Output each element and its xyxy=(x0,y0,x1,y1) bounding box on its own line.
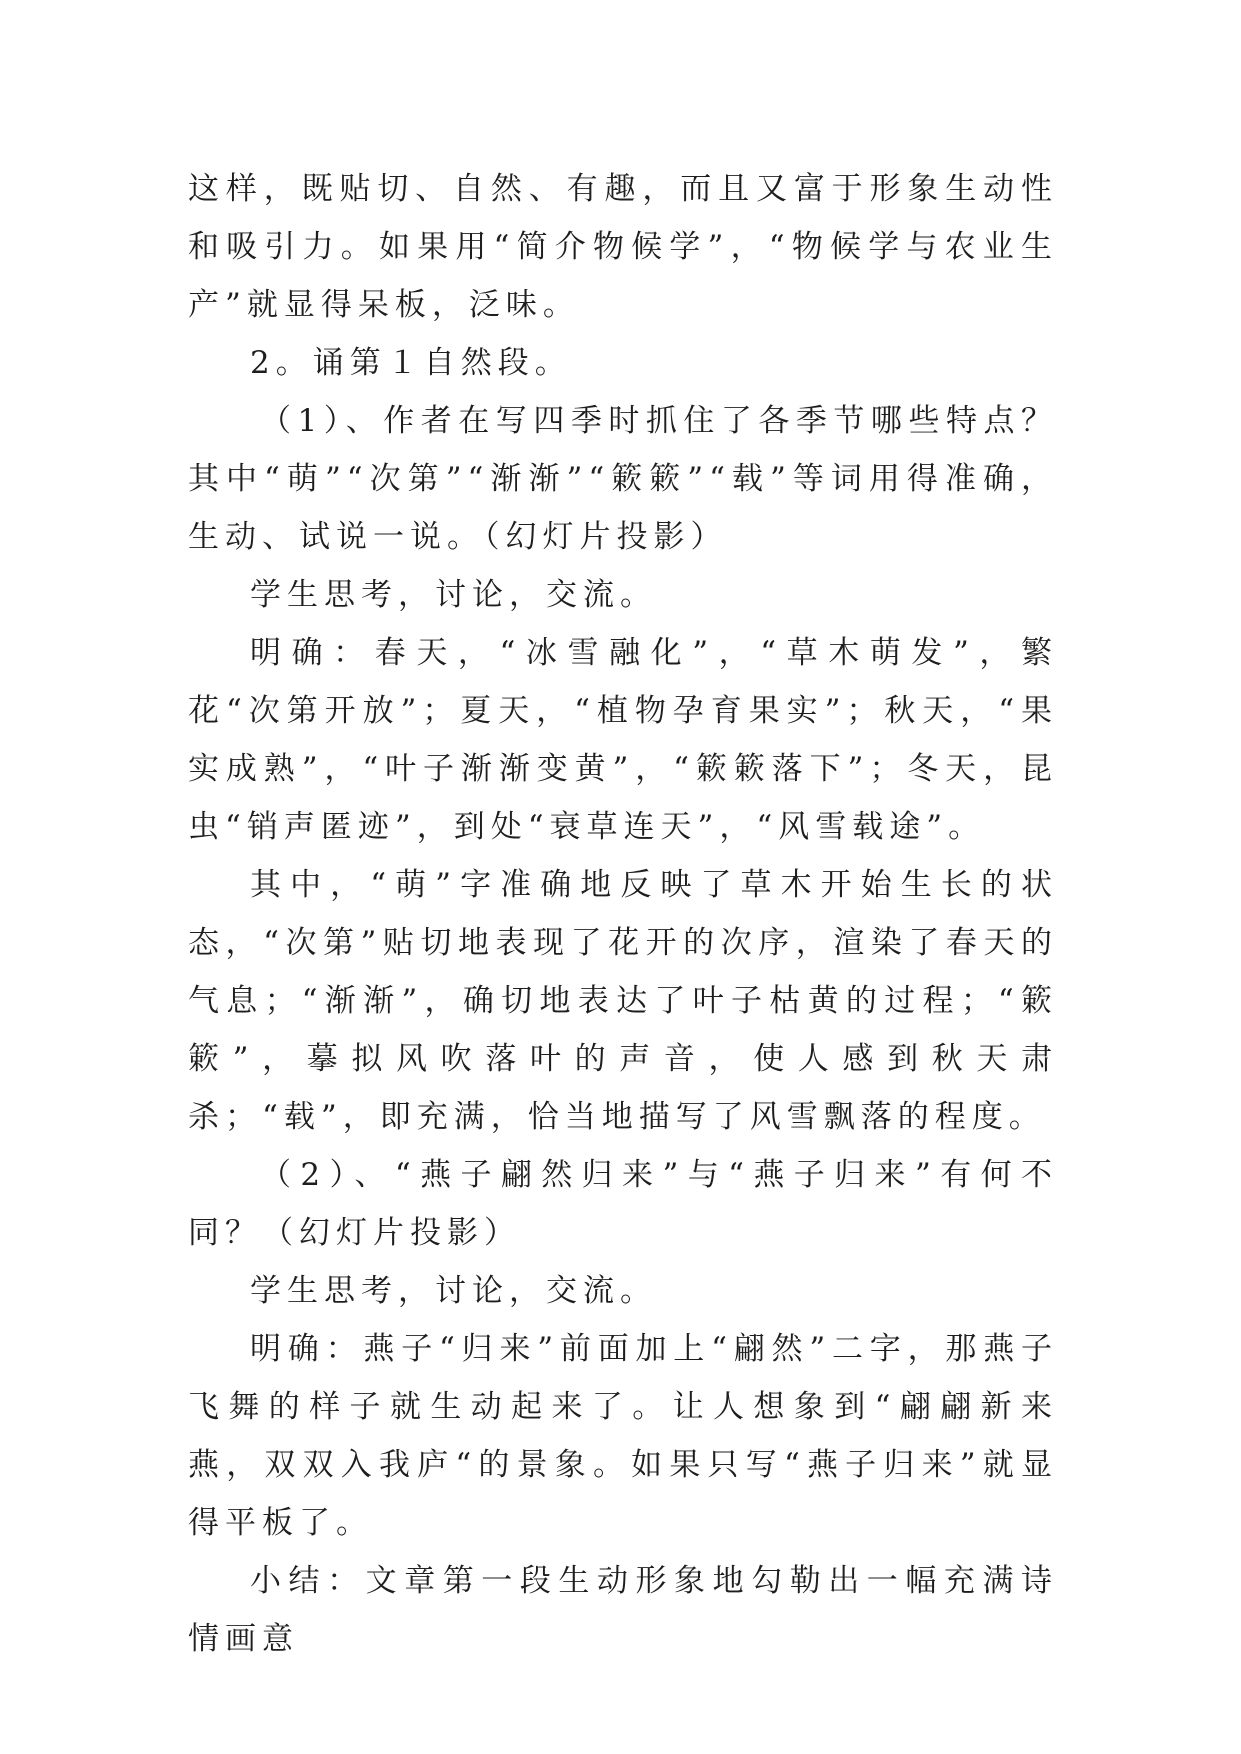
paragraph-step-2: 2。诵第１自然段。 xyxy=(250,345,572,381)
paragraph-question-1: （1）、作者在写四季时抓住了各季节哪些特点？其中“萌”“次第”“渐渐”“簌簌”“载”等词用得准确，生动、试说一说。（幻灯片投影） xyxy=(188,403,1058,555)
paragraph-summary: 小结：文章第一段生动形象地勾勒出一幅充满诗情画意 xyxy=(188,1563,1058,1657)
document-body xyxy=(188,160,1058,1668)
paragraph-explanation-1: 其中，“萌”字准确地反映了草木开始生长的状态，“次第”贴切地表现了花开的次序，渲染了春天的气息；“渐渐”，确切地表达了叶子枯黄的过程；“簌簌”，摹拟风吹落叶的声音，使人感到秋天肃杀；“载”，即充满，恰当地描写了风雪飘落的程度。 xyxy=(188,867,1058,1135)
paragraph-question-2: （2）、“燕子翩然归来”与“燕子归来”有何不同？（幻灯片投影） xyxy=(188,1157,1058,1251)
paragraph-answer-1: 明确：春天，“冰雪融化”，“草木萌发”，繁花“次第开放”；夏天，“植物孕育果实”；秋天，“果实成熟”，“叶子渐渐变黄”，“簌簌落下”；冬天，昆虫“销声匿迹”，到处“衰草连天”，“风雪载途”。 xyxy=(188,635,1058,845)
paragraph-discussion-2: 学生思考，讨论，交流。 xyxy=(250,1273,657,1309)
paragraph-answer-2: 明确：燕子“归来”前面加上“翩然”二字，那燕子飞舞的样子就生动起来了。让人想象到“翩翩新来燕，双双入我庐“的景象。如果只写“燕子归来”就显得平板了。 xyxy=(188,1331,1058,1541)
paragraph-discussion-1: 学生思考，讨论，交流。 xyxy=(250,577,657,613)
paragraph-intro-continuation: 这样，既贴切、自然、有趣，而且又富于形象生动性和吸引力。如果用“简介物候学”，“物候学与农业生产”就显得呆板，泛味。 xyxy=(188,171,1058,323)
